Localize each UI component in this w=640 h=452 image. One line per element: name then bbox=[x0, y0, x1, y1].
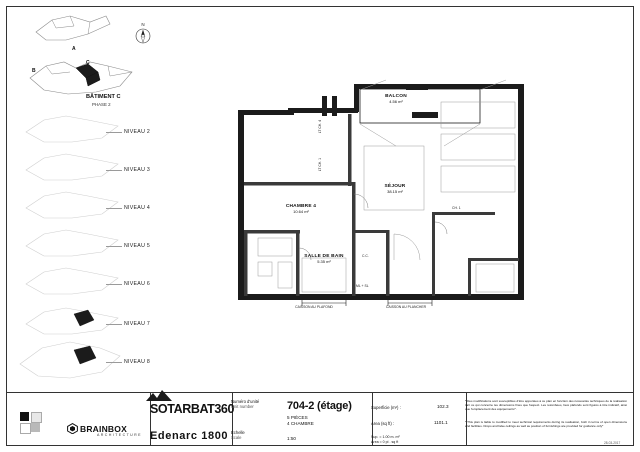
annotation-caisson-plafond: CAISSON AU PLAFOND bbox=[295, 305, 333, 309]
level-label-3: NIVEAU 3 bbox=[124, 167, 151, 173]
annotation-ch1: CH. 1 bbox=[452, 206, 461, 210]
massing-label-a: A bbox=[72, 46, 76, 52]
project-name: Edenarc 1800 bbox=[150, 430, 229, 442]
unit-number-label-fr: Numéro d'unité bbox=[231, 399, 260, 404]
metric-label-area-sqft: Area (sq ft) : bbox=[371, 421, 395, 426]
color-swatch-light bbox=[31, 412, 42, 423]
room-label-balcon: BALCON 4.56 m² bbox=[385, 94, 407, 104]
scale-label-en: Scale bbox=[231, 435, 242, 441]
level-label-5: NIVEAU 5 bbox=[124, 243, 151, 249]
room-label-chambre4: CHAMBRE 4 10.64 m² bbox=[285, 204, 317, 214]
metric-value-area-sqft: 1101.1 bbox=[434, 420, 448, 425]
color-swatch-grey bbox=[31, 423, 40, 432]
massing-label-c: C bbox=[86, 60, 90, 66]
annotation-lt-ch4: LT CH. 4 bbox=[318, 120, 322, 134]
metric-value-area-m2: 102.3 bbox=[437, 404, 449, 409]
level-massing-2 bbox=[22, 112, 132, 146]
floor-plan bbox=[236, 62, 528, 312]
annotation-caisson-plancher: CAISSON AU PLANCHER bbox=[385, 305, 427, 309]
room-label-sejour: SÉJOUR 38.15 m² bbox=[384, 184, 406, 194]
brand-sotarbat-logo bbox=[150, 400, 240, 418]
date-stamp: 28-03-2017 bbox=[604, 441, 621, 445]
building-label: BÂTIMENT C bbox=[86, 94, 121, 100]
brand-sotarbat-text: SOTARBAT360 bbox=[150, 402, 235, 416]
level-massing-8 bbox=[16, 338, 132, 382]
brainbox-icon bbox=[67, 423, 78, 434]
phase-label: PHASE 2 bbox=[92, 102, 111, 107]
legal-note-en: * This plan is liable to modified to meet technical requirements during its realisation, both in terms of open dimensions and facilities. Drops and false ceilings as well as position of furnishings are provided for guidance only* bbox=[465, 420, 627, 429]
room-label-salle-de-bain: SALLE DE BAIN 5.35 m² bbox=[304, 254, 344, 264]
legal-note-fr: * Des modifications sont susceptibles d'être apportées à ce plan en fonction des nécessités techniques de la réalisation tant ce qui concerne les dimensions fines que l'aspect. Les retombées, faux plafonds sont figurés à titre indicatif, ainsi que l'emplacement des équipements*. bbox=[465, 399, 627, 412]
compass-north-label: N bbox=[141, 22, 145, 27]
level-massing-6 bbox=[22, 264, 132, 298]
massing-block-bc bbox=[24, 56, 144, 98]
level-massing-3 bbox=[22, 150, 132, 184]
massing-label-b: B bbox=[32, 68, 36, 74]
level-massing-5 bbox=[22, 226, 132, 260]
unit-number-label-group bbox=[231, 399, 259, 410]
color-swatch-white bbox=[20, 423, 31, 434]
unit-number-label-en: Unit number bbox=[231, 404, 254, 410]
scale-label-group bbox=[231, 430, 245, 441]
unit-pieces: 5 PIÈCES bbox=[287, 415, 308, 420]
level-massing-7 bbox=[22, 302, 132, 338]
annotation-cc: C.C. bbox=[362, 254, 369, 258]
massing-block-a bbox=[32, 14, 112, 48]
level-diagram-column bbox=[14, 12, 166, 392]
level-label-7: NIVEAU 7 bbox=[124, 321, 151, 327]
level-massing-4 bbox=[22, 188, 132, 222]
level-label-2: NIVEAU 2 bbox=[124, 129, 151, 135]
unit-number-value: 704-2 (étage) bbox=[287, 400, 352, 412]
scale-value: 1:50 bbox=[287, 436, 296, 441]
color-swatch-dark bbox=[20, 412, 29, 421]
unit-bedrooms: 4 CHAMBRE bbox=[287, 421, 314, 426]
metric-label-area-m2: Superficie (m²) : bbox=[371, 405, 401, 410]
brand-brainbox-text: BRAINBOX bbox=[80, 424, 127, 434]
level-label-4: NIVEAU 4 bbox=[124, 205, 151, 211]
annotation-ml-sl: ML + SL bbox=[356, 284, 369, 288]
metric-note-m2: Sup. = 1.00 m. m² bbox=[371, 435, 400, 439]
brand-brainbox-sub: ARCHITECTURE bbox=[97, 433, 142, 437]
annotation-lt-ch1: LT CH. 1 bbox=[318, 158, 322, 172]
compass-rose bbox=[132, 22, 154, 46]
level-label-6: NIVEAU 6 bbox=[124, 281, 151, 287]
level-label-8: NIVEAU 8 bbox=[124, 359, 151, 365]
scale-label-fr: Échelle bbox=[231, 430, 245, 435]
metric-note-sqft: Area = 0 pi . sq ft bbox=[371, 440, 399, 444]
